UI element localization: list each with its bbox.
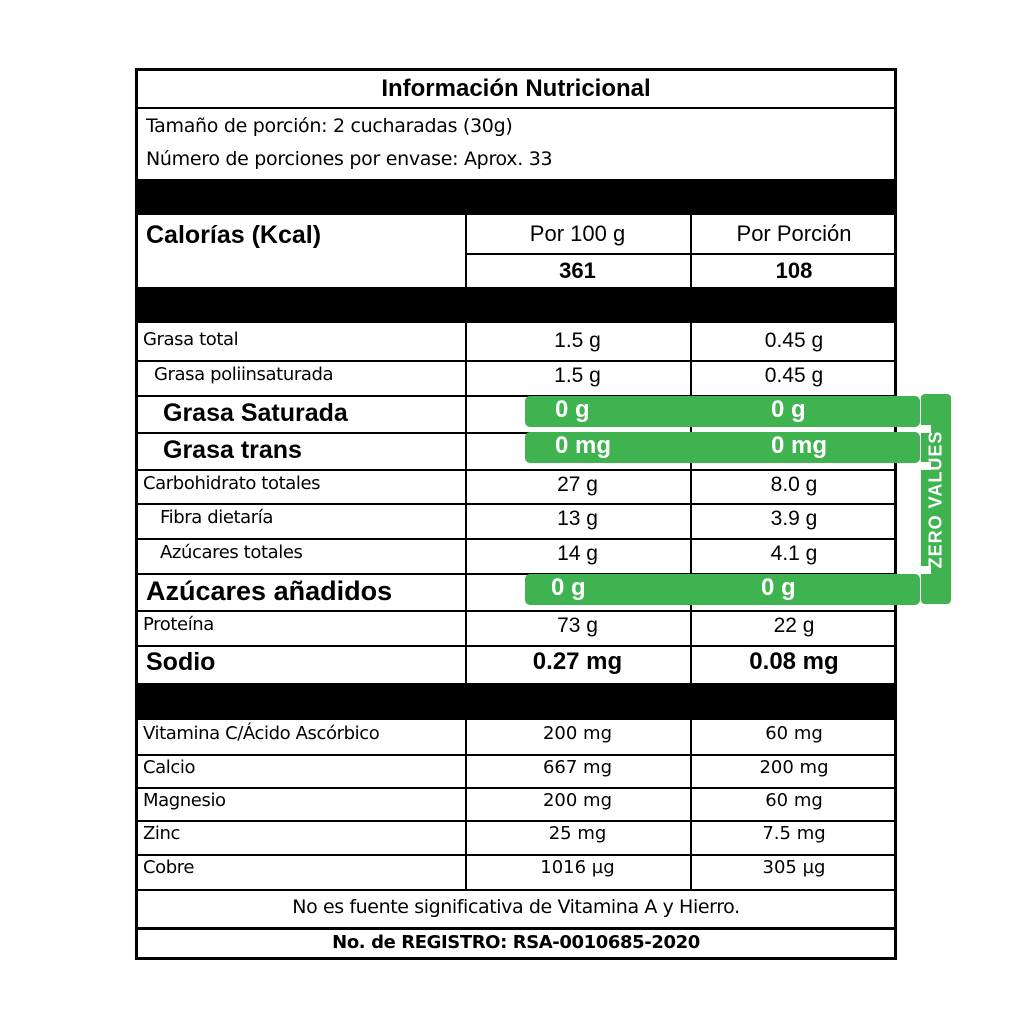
table-row [138, 857, 894, 890]
table-row [138, 542, 894, 575]
table-row [138, 823, 894, 856]
per100-value: 667 mg [542, 757, 613, 778]
portion-value: 60 mg [765, 723, 823, 744]
per100-value: 0.27 mg [532, 648, 623, 675]
table-row [138, 790, 894, 823]
per100-value: 25 mg [548, 823, 607, 844]
portion-value: 8.0 g [770, 473, 818, 496]
per100-value: 1.5 g [554, 364, 601, 387]
registry-number: No. de REGISTRO: RSA-0010685-2020 [332, 932, 700, 953]
per100-value: 0 mg [555, 432, 612, 459]
nutrient-name: Grasa total [143, 329, 239, 350]
column-header-per-100g: Por 100 g [529, 221, 626, 246]
separator-band [138, 683, 894, 720]
table-title: Información Nutricional [381, 75, 651, 102]
column-header-per-portion: Por Porción [736, 221, 852, 246]
serving-size: Tamaño de porción: 2 cucharadas (30g) [146, 115, 513, 137]
footer-note: No es fuente significativa de Vitamina A y Hierro. [292, 896, 740, 918]
per100-value: 200 mg [542, 790, 613, 811]
table-row [138, 757, 894, 790]
table-row [138, 648, 894, 684]
portion-value: 0 mg [771, 432, 828, 459]
portion-value: 7.5 mg [762, 823, 826, 844]
nutrient-name: Cobre [143, 857, 195, 878]
portion-value: 0 g [771, 396, 806, 423]
per100-value: 14 g [557, 542, 598, 565]
nutrient-name: Grasa poliinsaturada [154, 364, 334, 385]
portion-value: 200 mg [759, 757, 829, 778]
table-row [138, 507, 894, 540]
per100-value: 73 g [557, 614, 598, 637]
table-row [138, 614, 894, 647]
nutrient-name: Carbohidrato totales [143, 473, 321, 494]
portion-value: 0.45 g [764, 364, 824, 387]
nutrient-name: Grasa Saturada [163, 399, 348, 427]
table-row [138, 364, 894, 397]
table-row [138, 723, 894, 756]
zero-value-highlight [525, 574, 920, 605]
portion-value: 3.9 g [770, 507, 818, 530]
per100-value: 200 mg [542, 723, 613, 744]
divider [138, 107, 894, 109]
portion-value: 0.08 mg [749, 648, 839, 675]
nutrient-name: Azúcares añadidos [146, 576, 393, 606]
portion-value: 0 g [761, 574, 796, 601]
portion-value: 0.45 g [764, 329, 824, 352]
nutrient-name: Proteína [143, 614, 214, 635]
zero-values-annotation [921, 394, 951, 604]
nutrient-name: Grasa trans [163, 436, 302, 464]
nutrition-facts-table [135, 68, 897, 960]
portion-value: 22 g [773, 614, 815, 637]
separator-band [138, 287, 894, 323]
per100-value: 0 g [551, 574, 586, 601]
per100-value: 13 g [557, 507, 598, 530]
table-row [138, 329, 894, 362]
separator-band [138, 179, 894, 215]
per100-value: 1016 µg [540, 857, 615, 878]
calories-per-portion: 108 [775, 258, 813, 283]
portion-value: 305 µg [762, 857, 826, 878]
portion-value: 60 mg [765, 790, 823, 811]
nutrient-name: Zinc [143, 823, 181, 844]
calories-per-100g: 361 [559, 258, 596, 283]
table-row [138, 473, 894, 506]
divider [465, 253, 894, 255]
nutrient-name: Azúcares totales [160, 542, 303, 563]
zero-values-label: ZERO VALUES [925, 430, 946, 568]
nutrient-name: Sodio [146, 648, 216, 676]
nutrient-name: Calcio [143, 757, 196, 778]
servings-per-container: Número de porciones por envase: Aprox. 33 [146, 148, 553, 170]
per100-value: 1.5 g [554, 329, 601, 352]
zero-value-highlight [525, 396, 920, 427]
calories-label: Calorías (Kcal) [146, 221, 322, 249]
nutrient-name: Magnesio [143, 790, 226, 811]
portion-value: 4.1 g [770, 542, 818, 565]
per100-value: 0 g [555, 396, 590, 423]
nutrient-name: Vitamina C/Ácido Ascórbico [143, 723, 380, 744]
per100-value: 27 g [557, 473, 598, 496]
nutrient-name: Fibra dietaría [160, 507, 274, 528]
zero-value-highlight [525, 432, 920, 463]
